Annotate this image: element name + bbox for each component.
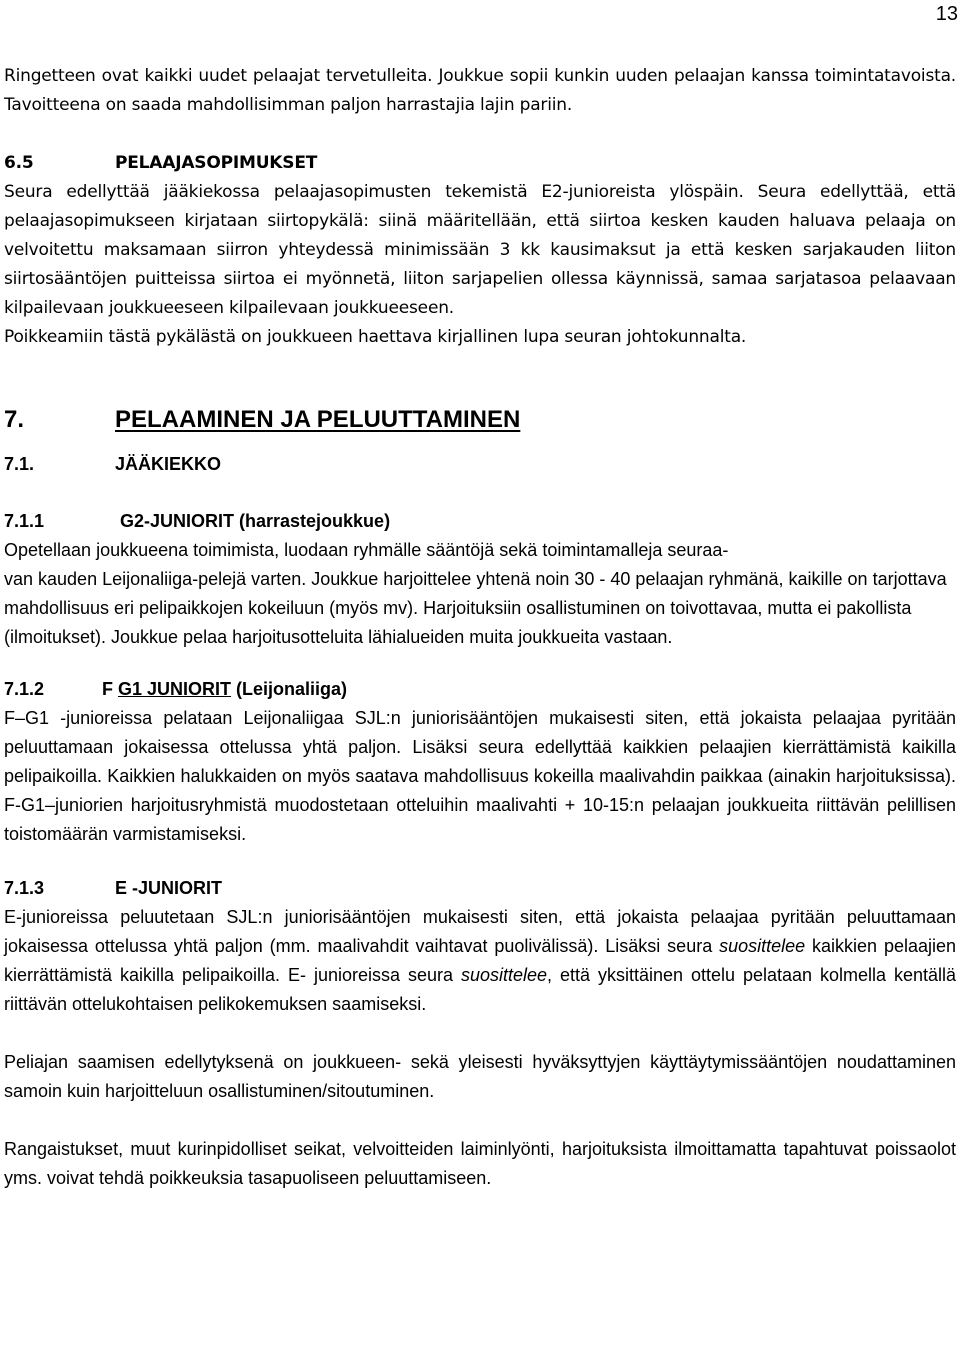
section-7-1-2-paragraph: F–G1 -junioreissa pelataan Leijonaliigaa SJL:n juniorisääntöjen mukaisesti siten, että jokaista pelaajaa pyritään peluuttamaan jokaisessa ottelussa yhtä paljon. Lisäksi seura edellyttää kaikkien pelaajien kierrättämistä kaikilla pelipaikoilla. Kaikkien halukkaiden on myös saatava mahdollisuus kokeilla maalivahdin paikkaa (ainakin harjoituksissa). F-G1–juniorien harjoitusryhmistä muodostetaan otteluihin maalivahti + 10-15:n pelaajan joukkueita riittävän pelillisen toistomäärän varmistamiseksi. bbox=[4, 708, 956, 844]
section-number: 7.1. bbox=[4, 454, 35, 474]
text-part-1: E-junioreissa peluutetaan SJL:n juniorisääntöjen mukaisesti siten, että jokaista pelaajaa pyritään peluuttamaan jokaisessa ottelussa yhtä paljon (mm. maalivahdit vaihtavat puolivälissä). Lisäksi seura bbox=[4, 907, 956, 956]
section-7-1-1-heading bbox=[4, 507, 956, 536]
section-title: G2-JUNIORIT (harrastejoukkue) bbox=[120, 511, 391, 531]
section-7-1-1-line-1: Opetellaan joukkueena toimimista, luodaan ryhmälle sääntöjä sekä toimintamalleja seuraa- bbox=[4, 540, 729, 560]
intro-paragraph: Ringetteen ovat kaikki uudet pelaajat tervetulleita. Joukkue sopii kunkin uuden pelaajan kanssa toimintatavoista. Tavoitteena on saada mahdollisimman paljon harrastajia lajin pariin. bbox=[4, 66, 956, 115]
section-6-5-note: Poikkeamiin tästä pykälästä on joukkueen haettava kirjallinen lupa seuran johtokunnalta. bbox=[4, 327, 747, 347]
section-7-1-3-paragraph bbox=[4, 903, 956, 1019]
section-7-heading bbox=[4, 404, 956, 436]
emphasis-2: suosittelee bbox=[460, 965, 547, 985]
section-7-underlined bbox=[4, 406, 520, 433]
title-underlined: G1 JUNIORIT bbox=[118, 679, 232, 699]
title-suffix: (Leijonaliiga) bbox=[231, 679, 348, 699]
section-number: 6.5 bbox=[4, 153, 34, 173]
section-number: 7.1.3 bbox=[4, 878, 45, 898]
emphasis-1: suosittelee bbox=[719, 936, 806, 956]
document-body bbox=[4, 62, 956, 1193]
section-6-5-heading bbox=[4, 149, 956, 178]
title-prefix: F bbox=[102, 679, 118, 699]
text-part-2: kaikkien pelaajien kierrättämistä kaikilla pelipaikoilla. E- junioreissa seura bbox=[4, 936, 957, 985]
section-title: PELAAJASOPIMUKSET bbox=[115, 153, 318, 173]
section-number: 7. bbox=[4, 406, 25, 433]
section-7-1-2-heading bbox=[4, 675, 956, 704]
section-title: PELAAMINEN JA PELUUTTAMINEN bbox=[115, 406, 521, 433]
section-number: 7.1.1 bbox=[4, 511, 45, 531]
section-7-1-heading bbox=[4, 450, 956, 479]
section-6-5-paragraph: Seura edellyttää jääkiekossa pelaajasopimusten tekemistä E2-junioreista ylöspäin. Seura edellyttää, että pelaajasopimukseen kirjataan siirtopykälä: siinä määritellään, että siirtoa kesken kauden haluava pelaaja on velvoitettu maksamaan siirron yhteydessä minimissään 3 kk kausimaksut ja että kesken sarjakauden liiton siirtosääntöjen puitteissa siirtoa ei myönnetä, liiton sarjapelien ollessa käynnissä, samaa sarjatasoa pelaavaan kilpailevaan joukkueeseen kilpailevaan joukkueeseen. bbox=[4, 182, 956, 318]
penalties-paragraph: Rangaistukset, muut kurinpidolliset seikat, velvoitteiden laiminlyönti, harjoituksista ilmoittamatta tapahtuvat poissaolot yms. voivat tehdä poikkeuksia tasapuoliseen peluuttamiseen. bbox=[4, 1139, 956, 1188]
text-part-3: , että yksittäinen ottelu pelataan kolmella kentällä riittävän ottelukohtaisen pelikokemuksen saamiseksi. bbox=[4, 965, 956, 1014]
conditions-paragraph: Peliajan saamisen edellytyksenä on joukkueen- sekä yleisesti hyväksyttyjen käyttäytymissääntöjen noudattaminen samoin kuin harjoitteluun osallistuminen/sitoutuminen. bbox=[4, 1052, 956, 1101]
section-number: 7.1.2 bbox=[4, 679, 45, 699]
section-7-1-1-paragraph: van kauden Leijonaliiga-pelejä varten. Joukkue harjoittelee yhtenä noin 30 - 40 pelaajan ryhmänä, kaikille on tarjottava mahdollisuus eri pelipaikkojen kokeiluun (myös mv). Harjoituksiin osallistuminen on toivottavaa, mutta ei pakollista (ilmoitukset). Joukkue pelaa harjoitusotteluita lähialueiden muita joukkueita vastaan. bbox=[4, 569, 947, 647]
section-title: E -JUNIORIT bbox=[115, 878, 223, 898]
section-7-1-3-heading bbox=[4, 874, 956, 903]
section-title: JÄÄKIEKKO bbox=[115, 454, 222, 474]
page-number: 13 bbox=[935, 3, 958, 25]
